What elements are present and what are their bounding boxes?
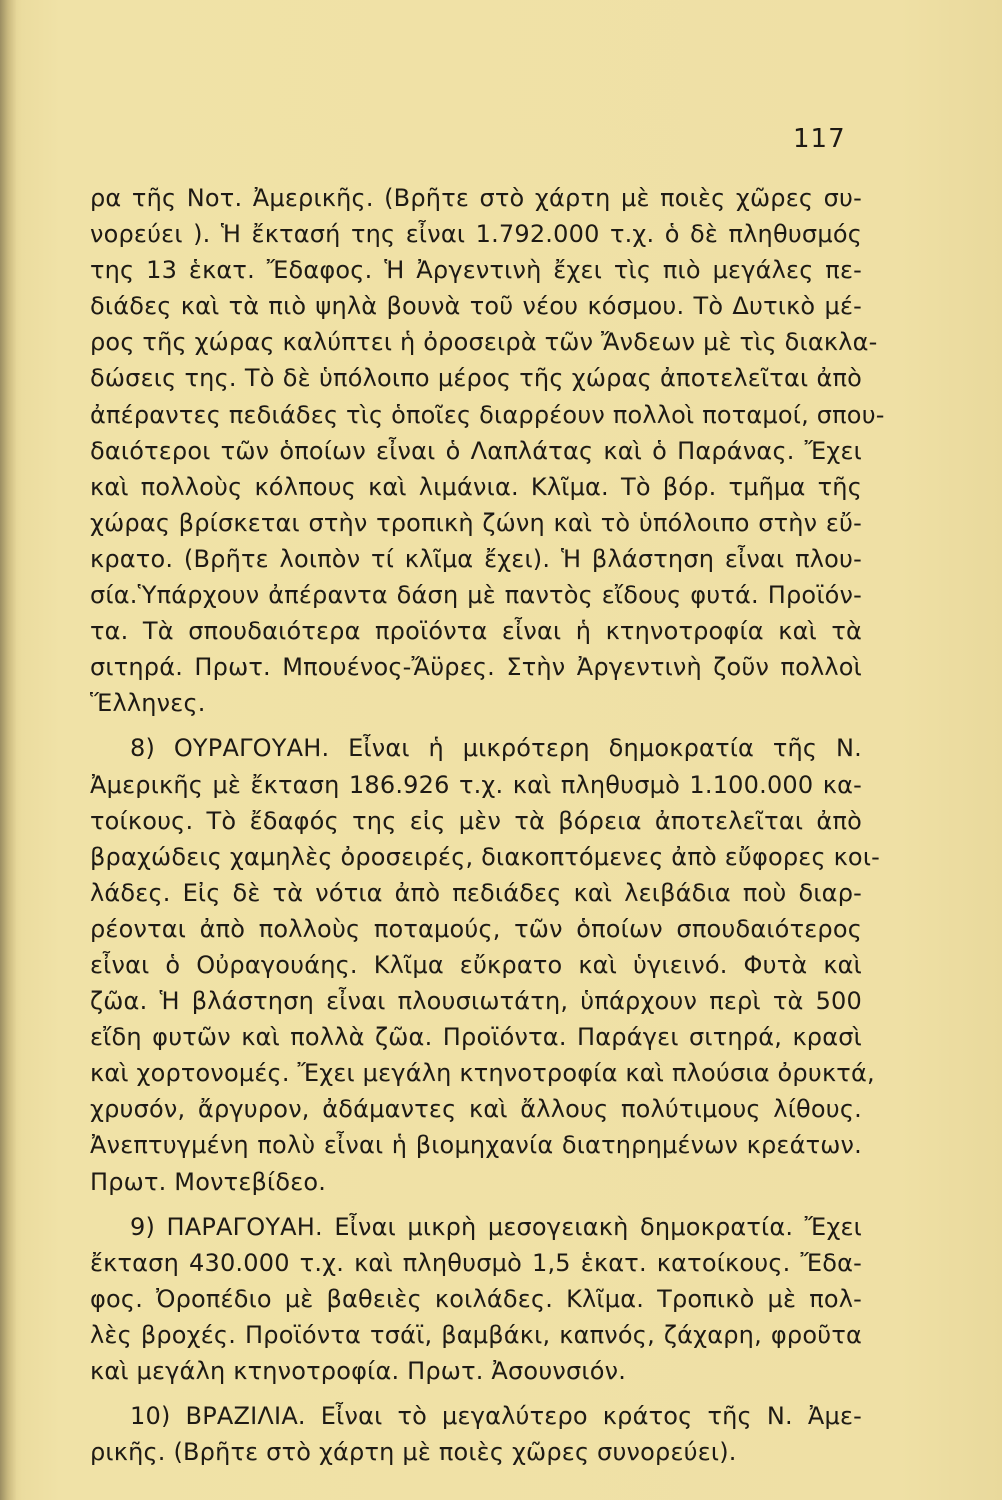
section-heading-line: 9) ΠΑΡΑΓΟΥΑΗ. Εἶναι μικρὴ μεσογειακὴ δημοκρατία. Ἔχει bbox=[130, 1212, 862, 1241]
text-line: εἴδη φυτῶν καὶ πολλὰ ζῶα. Προϊόντα. Παράγει σιτηρά, κρασὶ bbox=[90, 1023, 862, 1052]
text-line: τα. Τὰ σπουδαιότερα προϊόντα εἶναι ἡ κτηνοτροφία καὶ τὰ bbox=[90, 617, 862, 646]
text-line: κρατο. (Βρῆτε λοιπὸν τί κλῖμα ἔχει). Ἡ βλάστηση εἶναι πλου- bbox=[90, 544, 862, 573]
text-line: της 13 ἑκατ. Ἔδαφος. Ἡ Ἀργεντινὴ ἔχει τὶς πιὸ μεγάλες πε- bbox=[90, 256, 862, 285]
text-line: ρος τῆς χώρας καλύπτει ἡ ὀροσειρὰ τῶν Ἄνδεων μὲ τὶς διακλα- bbox=[90, 328, 878, 357]
text-line: χώρας βρίσκεται στὴν τροπικὴ ζώνη καὶ τὸ ὑπόλοιπο στὴν εὔ- bbox=[90, 508, 862, 537]
text-line: εἶναι ὁ Οὐραγουάης. Κλῖμα εὔκρατο καὶ ὑγιεινό. Φυτὰ καὶ bbox=[90, 950, 862, 979]
text-line: διάδες καὶ τὰ πιὸ ψηλὰ βουνὰ τοῦ νέου κόσμου. Τὸ Δυτικὸ μέ- bbox=[90, 292, 862, 321]
body-text bbox=[90, 180, 885, 1470]
text-line: ζῶα. Ἡ βλάστηση εἶναι πλουσιωτάτη, ὑπάρχουν περὶ τὰ 500 bbox=[90, 987, 862, 1016]
text-line: ἔκταση 430.000 τ.χ. καὶ πληθυσμὸ 1,5 ἑκατ. κατοίκους. Ἔδα- bbox=[90, 1248, 862, 1277]
text-line: Πρωτ. Μοντεβίδεο. bbox=[90, 1167, 327, 1196]
text-line: νορεύει ). Ἡ ἔκτασή της εἶναι 1.792.000 τ.χ. ὁ δὲ πληθυσμός bbox=[90, 220, 862, 249]
text-line: Ἀνεπτυγμένη πολὺ εἶναι ἡ βιομηχανία διατηρημένων κρεάτων. bbox=[90, 1131, 862, 1160]
text-line: καὶ χορτονομές. Ἔχει μεγάλη κτηνοτροφία καὶ πλούσια ὀρυκτά, bbox=[90, 1059, 875, 1088]
text-line: λάδες. Εἰς δὲ τὰ νότια ἀπὸ πεδιάδες καὶ λειβάδια ποὺ διαρ- bbox=[90, 878, 862, 907]
text-line: δώσεις της. Τὸ δὲ ὑπόλοιπο μέρος τῆς χώρας ἀποτελεῖται ἀπὸ bbox=[90, 364, 862, 393]
book-spine-shadow bbox=[0, 0, 16, 1500]
text-line: τοίκους. Τὸ ἔδαφός της εἰς μὲν τὰ βόρεια ἀποτελεῖται ἀπὸ bbox=[90, 806, 862, 835]
text-line: δαιότεροι τῶν ὁποίων εἶναι ὁ Λαπλάτας καὶ ὁ Παράνας. Ἔχει bbox=[90, 436, 862, 465]
text-line: ρέονται ἀπὸ πολλοὺς ποταμούς, τῶν ὁποίων σπουδαιότερος bbox=[90, 914, 862, 943]
text-line: Ἀμερικῆς μὲ ἔκταση 186.926 τ.χ. καὶ πληθυσμὸ 1.100.000 κα- bbox=[90, 770, 862, 799]
text-line: σιτηρά. Πρωτ. Μπουένος-Ἄϋρες. Στὴν Ἀργεντινὴ ζοῦν πολλοὶ bbox=[90, 653, 862, 682]
text-line: σία.Ὑπάρχουν ἀπέραντα δάση μὲ παντὸς εἴδους φυτά. Προϊόν- bbox=[90, 581, 862, 610]
text-line: λὲς βροχές. Προϊόντα τσάϊ, βαμβάκι, καπνός, ζάχαρη, φροῦτα bbox=[90, 1320, 862, 1349]
text-line: χρυσόν, ἄργυρον, ἀδάμαντες καὶ ἄλλους πολύτιμους λίθους. bbox=[90, 1095, 862, 1124]
text-line: ρα τῆς Νοτ. Ἀμερικῆς. (Βρῆτε στὸ χάρτη μὲ ποιὲς χῶρες συ- bbox=[90, 184, 862, 212]
text-line: ρικῆς. (Βρῆτε στὸ χάρτη μὲ ποιὲς χῶρες συνορεύει). bbox=[90, 1438, 737, 1467]
text-line: φος. Ὀροπέδιο μὲ βαθειὲς κοιλάδες. Κλῖμα. Τροπικὸ μὲ πολ- bbox=[90, 1284, 862, 1313]
text-line: καὶ μεγάλη κτηνοτροφία. Πρωτ. Ἀσουνσιόν. bbox=[90, 1357, 627, 1385]
text-line: βραχώδεις χαμηλὲς ὀροσειρές, διακοπτόμενες ἀπὸ εὔφορες κοι- bbox=[90, 842, 880, 871]
section-heading-line: 8) ΟΥΡΑΓΟΥΑΗ. Εἶναι ἡ μικρότερη δημοκρατία τῆς Ν. bbox=[130, 734, 862, 763]
text-line: καὶ πολλοὺς κόλπους καὶ λιμάνια. Κλῖμα. Τὸ βόρ. τμῆμα τῆς bbox=[90, 472, 862, 501]
page-number: 117 bbox=[793, 124, 846, 154]
text-line: ἀπέραντες πεδιάδες τὶς ὁποῖες διαρρέουν πολλοὶ ποταμοί, σπου- bbox=[90, 400, 885, 429]
section-heading-line: 10) ΒΡΑΖΙΛΙΑ. Εἶναι τὸ μεγαλύτερο κράτος τῆς Ν. Ἀμε- bbox=[130, 1402, 862, 1431]
text-line: Ἕλληνες. bbox=[90, 689, 206, 718]
